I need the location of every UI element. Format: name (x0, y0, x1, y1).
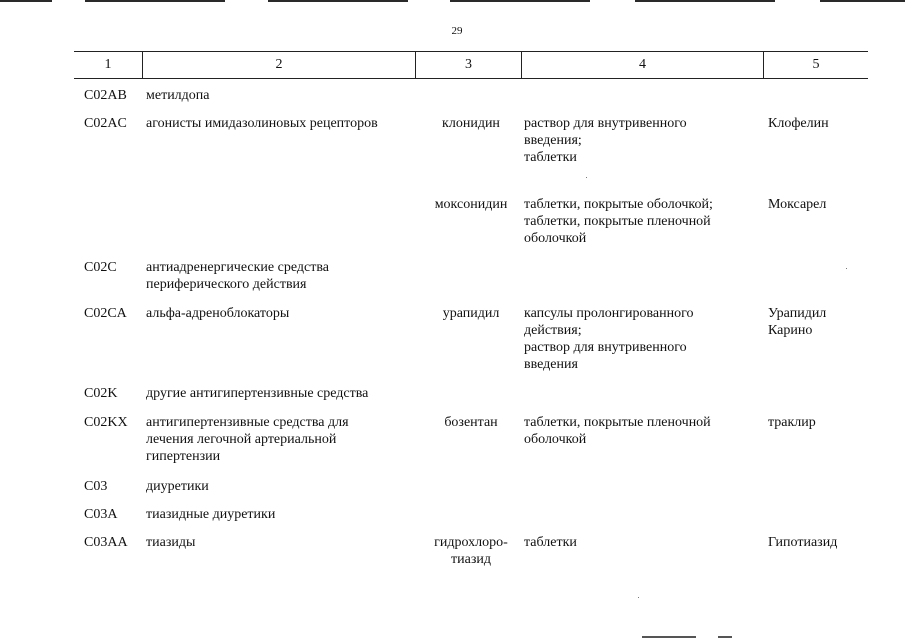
atc-code: C02CA (84, 306, 127, 321)
dosage-form (524, 115, 760, 166)
dosage-form-line: капсулы пролонгированного действия; (524, 306, 694, 338)
trade-name: траклир (768, 415, 816, 430)
trade-name: Клофелин (768, 116, 829, 131)
inn-name: клонидин (442, 116, 500, 131)
scan-artifact (718, 636, 732, 638)
inn-name: бозентан (444, 415, 498, 430)
trade-name: Моксарел (768, 197, 827, 212)
page-number: 29 (451, 25, 463, 37)
atc-code: C03A (84, 507, 118, 522)
scan-artifact (820, 0, 905, 2)
group-name: антигипертензивные средства для лечения легочной артериальной гипертензии (146, 415, 349, 464)
trade-name: Гипотиазид (768, 535, 838, 550)
atc-code: C02KX (84, 415, 128, 430)
dosage-form-line: раствор для внутривенного введения (524, 340, 687, 372)
scan-speck (638, 597, 639, 598)
scan-artifact (0, 0, 52, 2)
table-header (74, 51, 868, 79)
group-name: диуретики (146, 479, 209, 494)
scan-speck (846, 268, 847, 269)
atc-code: C03AA (84, 535, 128, 550)
header-cell-4: 4 (521, 52, 763, 78)
dosage-form-line: таблетки (524, 150, 577, 165)
group-name: альфа-адреноблокаторы (146, 306, 290, 321)
scan-artifact (450, 0, 590, 2)
scan-speck (586, 177, 587, 178)
header-cell-3: 3 (415, 52, 521, 78)
dosage-form (524, 196, 760, 247)
scan-artifact (635, 0, 775, 2)
group-name: тиазидные диуретики (146, 507, 276, 522)
header-cell-2: 2 (142, 52, 415, 78)
trade-name: Урапидил Карино (768, 306, 827, 338)
dosage-form-line: таблетки, покрытые пленочной оболочкой (524, 214, 711, 246)
header-cell-5: 5 (763, 52, 868, 78)
group-name: метилдопа (146, 88, 210, 103)
atc-code: C03 (84, 479, 108, 494)
dosage-form: таблетки, покрытые пленочной оболочкой (524, 415, 711, 447)
atc-code: C02AB (84, 88, 127, 103)
group-name: тиазиды (146, 535, 196, 550)
inn-name: гидрохлоро- тиазид (434, 535, 508, 567)
scan-artifact (85, 0, 225, 2)
inn-name: моксонидин (434, 197, 508, 212)
dosage-form-line: раствор для внутривенного введения; (524, 116, 687, 148)
scan-artifact (642, 636, 696, 638)
header-cell-1: 1 (104, 57, 112, 72)
dosage-form (524, 305, 760, 373)
atc-code: C02K (84, 386, 118, 401)
dosage-form: таблетки (524, 535, 577, 550)
atc-code: C02AC (84, 116, 127, 131)
group-name: антиадренергические средства периферического действия (146, 260, 329, 292)
group-name: агонисты имидазолиновых рецепторов (146, 116, 378, 131)
atc-code: C02C (84, 260, 117, 275)
scan-artifact (268, 0, 408, 2)
inn-name: урапидил (442, 306, 500, 321)
dosage-form-line: таблетки, покрытые оболочкой; (524, 197, 713, 212)
group-name: другие антигипертензивные средства (146, 386, 369, 401)
